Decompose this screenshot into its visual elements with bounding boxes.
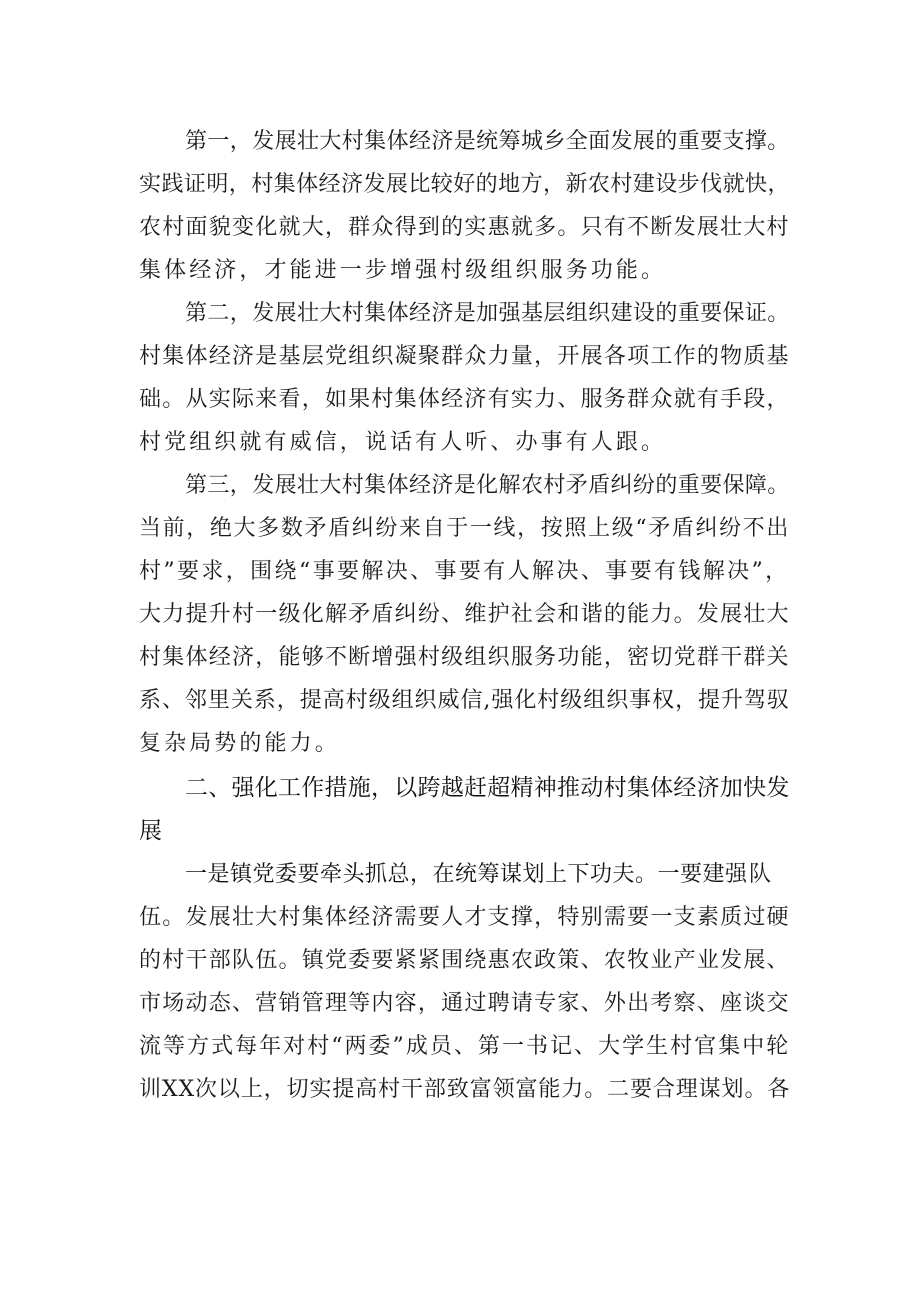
text-line: 村党组织就有威信，说话有人听、办事有人跟。 — [139, 430, 667, 455]
text-line: 伍。发展壮大村集体经济需要人才支撑，特别需要一支素质过硬 — [139, 905, 790, 930]
text-line: 第二，发展壮大村集体经济是加强基层组织建设的重要保证。 — [185, 301, 790, 326]
text-line: 第一，发展壮大村集体经济是统筹城乡全面发展的重要支撑。 — [185, 129, 790, 154]
text-line: 村集体经济是基层党组织凝聚群众力量，开展各项工作的物质基 — [139, 344, 790, 369]
bold-lead-text: 一是镇党委要牵头抓总，在统筹谋划上下功夫。一要建 — [185, 862, 726, 887]
text-line: 村集体经济，能够不断增强村级组织服务功能，密切党群干群关 — [139, 645, 790, 670]
text-line: 村”要求，围绕“事要解决、事要有人解决、事要有钱解决”， — [139, 559, 790, 584]
text-line-mixed — [185, 860, 773, 890]
text-line: 的村干部队伍。镇党委要紧紧围绕惠农政策、农牧业产业发展、 — [139, 948, 790, 973]
text-line: 系、邻里关系，提高村级组织威信,强化村级组织事权，提升驾驭 — [139, 688, 790, 713]
text-line: 础。从实际来看，如果村集体经济有实力、服务群众就有手段， — [139, 387, 790, 412]
text-line: 实践证明，村集体经济发展比较好的地方，新农村建设步伐就快， — [139, 172, 790, 197]
text-line: 集体经济，才能进一步增强村级组织服务功能。 — [139, 258, 667, 283]
text-line: 当前，绝大多数矛盾纠纷来自于一线，按照上级“矛盾纠纷不出 — [139, 516, 791, 541]
lead-rest-text: 强队 — [725, 862, 774, 887]
text-line: 第三，发展壮大村集体经济是化解农村矛盾纠纷的重要保障。 — [185, 473, 790, 498]
heading-line: 展 — [139, 818, 163, 844]
text-line: 训XX次以上，切实提高村干部致富领富能力。二要合理谋划。各 — [139, 1077, 791, 1102]
text-line: 市场动态、营销管理等内容，通过聘请专家、外出考察、座谈交 — [139, 991, 790, 1016]
text-line: 复杂局势的能力。 — [139, 731, 340, 756]
text-line: 大力提升村一级化解矛盾纠纷、维护社会和谐的能力。发展壮大 — [139, 602, 790, 627]
text-line: 流等方式每年对村“两委”成员、第一书记、大学生村官集中轮 — [139, 1034, 791, 1059]
heading-line: 二、强化工作措施，以跨越赶超精神推动村集体经济加快发 — [185, 775, 790, 801]
text-line: 农村面貌变化就大，群众得到的实惠就多。只有不断发展壮大村 — [139, 215, 790, 240]
